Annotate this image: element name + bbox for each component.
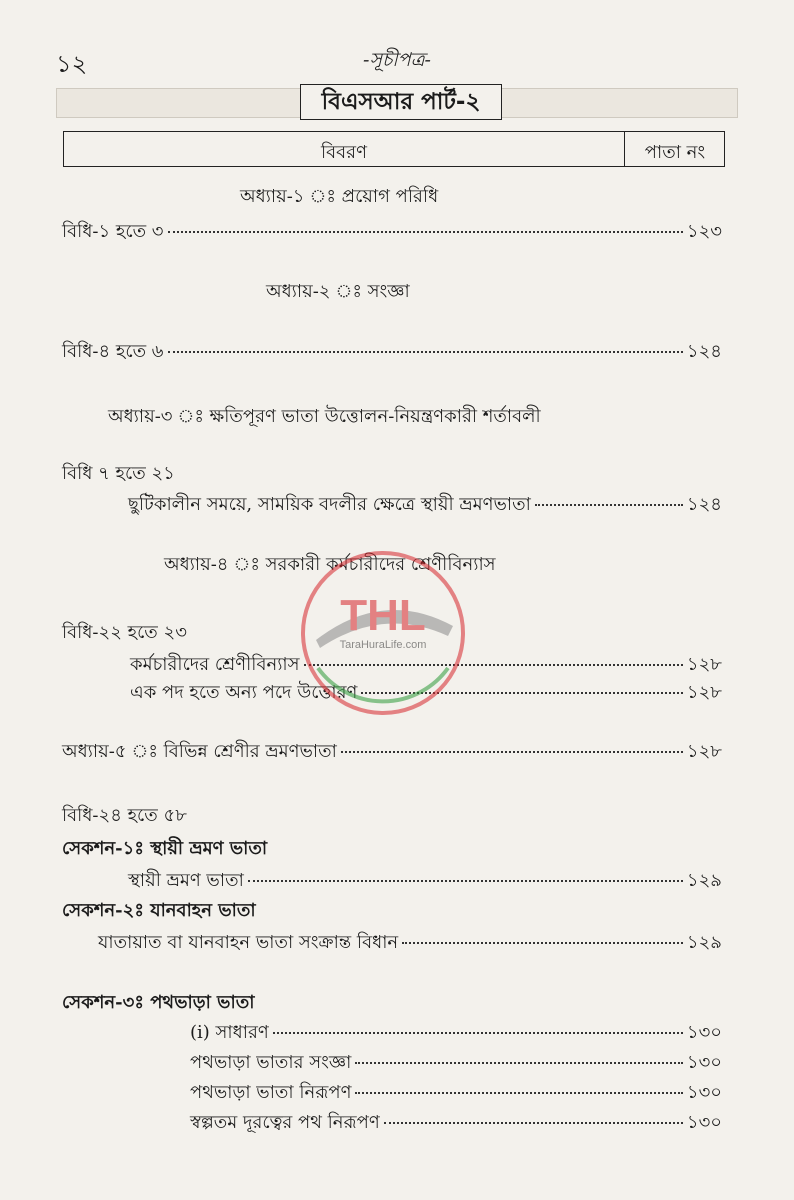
section-title: সেকশন-৩ঃ পথভাড়া ভাতা xyxy=(62,992,255,1013)
toc-entry[interactable] xyxy=(190,1078,722,1109)
watermark-logo-text: THL xyxy=(340,591,426,640)
entry-label: ছুটিকালীন সময়ে, সাময়িক বদলীর ক্ষেত্রে স্থায়ী ভ্রমণভাতা xyxy=(128,494,531,515)
dot-leader xyxy=(273,1032,683,1034)
entry-label: বিধি-১ হতে ৩ xyxy=(62,221,164,242)
entry-label: (i) সাধারণ xyxy=(190,1022,269,1043)
dot-leader xyxy=(355,1092,682,1094)
chapter-heading: অধ্যায়-৫ ঃ বিভিন্ন শ্রেণীর ভ্রমণভাতা xyxy=(62,741,337,762)
rule-range: বিধি ৭ হতে ২১ xyxy=(62,463,175,484)
part-title: বিএসআর পার্ট-২ xyxy=(300,84,502,120)
dot-leader xyxy=(248,880,683,882)
entry-page: ১৩০ xyxy=(686,1022,722,1043)
rule-range: বিধি-২৪ হতে ৫৮ xyxy=(62,805,187,826)
dot-leader xyxy=(355,1062,683,1064)
column-page: পাতা নং xyxy=(644,142,706,163)
toc-entry[interactable] xyxy=(62,337,722,368)
entry-label: পথভাড়া ভাতা নিরূপণ xyxy=(190,1082,352,1103)
toc-entry[interactable] xyxy=(98,928,722,959)
page-number: ১২ xyxy=(56,50,88,78)
entry-page: ১৩০ xyxy=(686,1112,722,1133)
watermark-logo xyxy=(298,548,468,718)
entry-label: যাতায়াত বা যানবাহন ভাতা সংক্রান্ত বিধান xyxy=(98,932,399,953)
entry-page: ১২৪ xyxy=(686,341,722,362)
entry-page: ১২৩ xyxy=(686,221,722,242)
watermark-site: TaraHuraLife.com xyxy=(339,639,427,651)
toc-entry[interactable] xyxy=(190,1048,722,1079)
column-description: বিবরণ xyxy=(321,142,367,163)
dot-leader xyxy=(384,1122,683,1124)
running-title: -সূচীপত্র- xyxy=(363,49,431,71)
toc-entry[interactable] xyxy=(62,217,722,248)
entry-label: স্বল্পতম দূরত্বের পথ নিরূপণ xyxy=(190,1112,380,1133)
chapter-heading: অধ্যায়-২ ঃ সংজ্ঞা xyxy=(266,281,410,302)
entry-page: ১২৮ xyxy=(686,741,722,762)
entry-label: এক পদ হতে অন্য পদে উত্তোরণ xyxy=(130,682,358,703)
entry-label: কর্মচারীদের শ্রেণীবিন্যাস xyxy=(130,654,300,675)
entry-page: ১৩০ xyxy=(686,1082,722,1103)
section-title: সেকশন-২ঃ যানবাহন ভাতা xyxy=(62,900,256,921)
chapter-heading: অধ্যায়-৪ ঃ সরকারী কর্মচারীদের শ্রেণীবিন্যাস xyxy=(164,554,496,575)
dot-leader xyxy=(168,231,683,233)
entry-page: ১২৮ xyxy=(686,682,722,703)
entry-page: ১২৮ xyxy=(686,654,722,675)
toc-entry[interactable] xyxy=(128,490,722,521)
dot-leader xyxy=(402,942,683,944)
entry-label: পথভাড়া ভাতার সংজ্ঞা xyxy=(190,1052,352,1073)
toc-entry[interactable] xyxy=(190,1108,722,1139)
chapter-heading: অধ্যায়-১ ঃ প্রয়োগ পরিধি xyxy=(240,186,439,207)
entry-page: ১২৯ xyxy=(686,870,722,891)
toc-entry[interactable] xyxy=(62,737,722,768)
table-header xyxy=(63,131,725,167)
section-title: সেকশন-১ঃ স্থায়ী ভ্রমণ ভাতা xyxy=(62,838,268,859)
entry-page: ১৩০ xyxy=(686,1052,722,1073)
dot-leader xyxy=(168,351,683,353)
dot-leader xyxy=(341,751,683,753)
chapter-heading: অধ্যায়-৩ ঃ ক্ষতিপূরণ ভাতা উত্তোলন-নিয়ন্ত্রণকারী শর্তাবলী xyxy=(108,406,541,427)
dot-leader xyxy=(535,504,683,506)
entry-label: বিধি-৪ হতে ৬ xyxy=(62,341,164,362)
column-divider xyxy=(624,132,625,166)
entry-page: ১২৯ xyxy=(686,932,722,953)
toc-entry[interactable] xyxy=(128,866,722,897)
entry-label: স্থায়ী ভ্রমণ ভাতা xyxy=(128,870,244,891)
rule-range: বিধি-২২ হতে ২৩ xyxy=(62,622,187,643)
entry-page: ১২৪ xyxy=(686,494,722,515)
toc-entry[interactable] xyxy=(190,1018,722,1049)
